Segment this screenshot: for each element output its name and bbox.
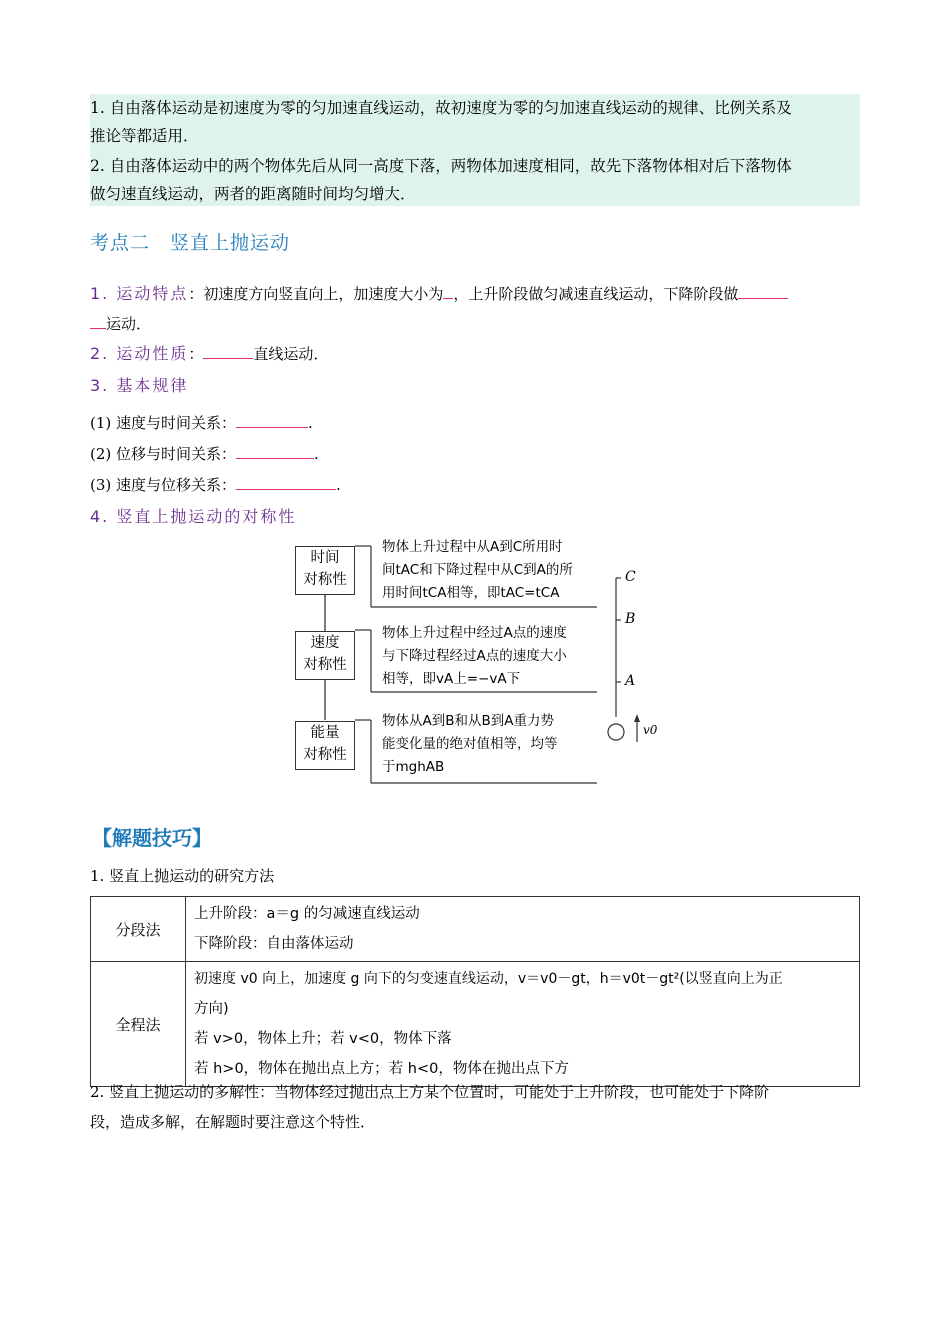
item-label: 2. 运动性质 xyxy=(90,344,189,363)
note-line: 1. 自由落体运动是初速度为零的匀加速直线运动，故初速度为零的匀加速直线运动的规律、比例关系及 xyxy=(90,99,792,117)
method-name: 全程法 xyxy=(91,962,186,1087)
velocity-symmetry-text: 物体上升过程中经过A点的速度 与下降过程经过A点的速度大小 相等，即vA上=−vA下 xyxy=(382,625,567,687)
point-b-label: B xyxy=(625,611,636,627)
note-line: 做匀速直线运动，两者的距离随时间均匀增大． xyxy=(90,185,416,203)
fill-blank[interactable] xyxy=(203,343,253,359)
time-symmetry-box: 时间 对称性 xyxy=(295,546,355,595)
point-c-label: C xyxy=(625,569,636,585)
v0-label: v0 xyxy=(643,723,658,737)
item-label: 1. 运动特点 xyxy=(90,284,189,303)
fill-blank[interactable] xyxy=(236,412,308,428)
law-displacement-time: (2) 位移与时间关系： . xyxy=(90,445,319,463)
method-name: 分段法 xyxy=(91,897,186,962)
method-detail: 初速度 v0 向上，加速度 g 向下的匀变速直线运动，v＝v0－gt，h＝v0t－gt²(以竖直向上为正 方向) 若 v>0，物体上升；若 v<0，物体下落 若 h>0，物体在抛出点上方；若 h<0，物体在抛出点下方 xyxy=(186,962,860,1087)
item-basic-laws: 3. 基本规律 xyxy=(90,376,189,395)
fill-blank[interactable] xyxy=(90,313,106,329)
method-table xyxy=(90,896,860,1087)
point-a-label: A xyxy=(625,673,636,689)
energy-symmetry-box: 能量 对称性 xyxy=(295,721,355,770)
item-text: ：初速度方向竖直向上，加速度大小为 xyxy=(188,285,444,303)
tips-item-2-cont: 段，造成多解，在解题时要注意这个特性． xyxy=(90,1113,376,1131)
velocity-symmetry-box: 速度 对称性 xyxy=(295,631,355,680)
item-text: 直线运动． xyxy=(253,345,329,363)
tips-item-2: 2. 竖直上抛运动的多解性：当物体经过抛出点上方某个位置时，可能处于上升阶段，也可能处于下降阶 xyxy=(90,1083,770,1101)
note-line: 2. 自由落体运动中的两个物体先后从同一高度下落，两物体加速度相同，故先下落物体相对后下落物体 xyxy=(90,157,792,175)
item-motion-features-cont xyxy=(90,313,151,334)
item-motion-features xyxy=(90,283,788,304)
tips-item-1: 1. 竖直上抛运动的研究方法 xyxy=(90,867,275,885)
tips-title: 【解题技巧】 xyxy=(92,826,212,850)
note-line: 推论等都适用． xyxy=(90,127,199,145)
item-symmetry: 4. 竖直上抛运动的对称性 xyxy=(90,507,297,526)
energy-symmetry-text: 物体从A到B和从B到A重力势 能变化量的绝对值相等，均等 于mghAB xyxy=(382,713,558,775)
time-symmetry-text: 物体上升过程中从A到C所用时 间tAC和下降过程中从C到A的所 用时间tCA相等，即tAC=tCA xyxy=(382,539,573,601)
item-text: ，上升阶段做匀减速直线运动，下降阶段做 xyxy=(453,285,739,303)
note-box xyxy=(90,94,860,206)
law-velocity-displacement: (3) 速度与位移关系： . xyxy=(90,476,341,494)
item-text: 运动． xyxy=(106,315,152,333)
fill-blank[interactable] xyxy=(236,443,314,459)
fill-blank[interactable] xyxy=(236,474,336,490)
fill-blank[interactable] xyxy=(443,283,453,299)
symmetry-diagram xyxy=(280,534,680,790)
section-title: 考点二 竖直上抛运动 xyxy=(90,232,291,254)
law-velocity-time: (1) 速度与时间关系： . xyxy=(90,414,313,432)
fill-blank[interactable] xyxy=(738,283,788,299)
item-motion-nature: 2. 运动性质： 直线运动． xyxy=(90,344,329,363)
table-row xyxy=(91,962,860,1087)
table-row xyxy=(91,897,860,962)
method-detail: 上升阶段：a＝g 的匀减速直线运动 下降阶段：自由落体运动 xyxy=(186,897,860,962)
